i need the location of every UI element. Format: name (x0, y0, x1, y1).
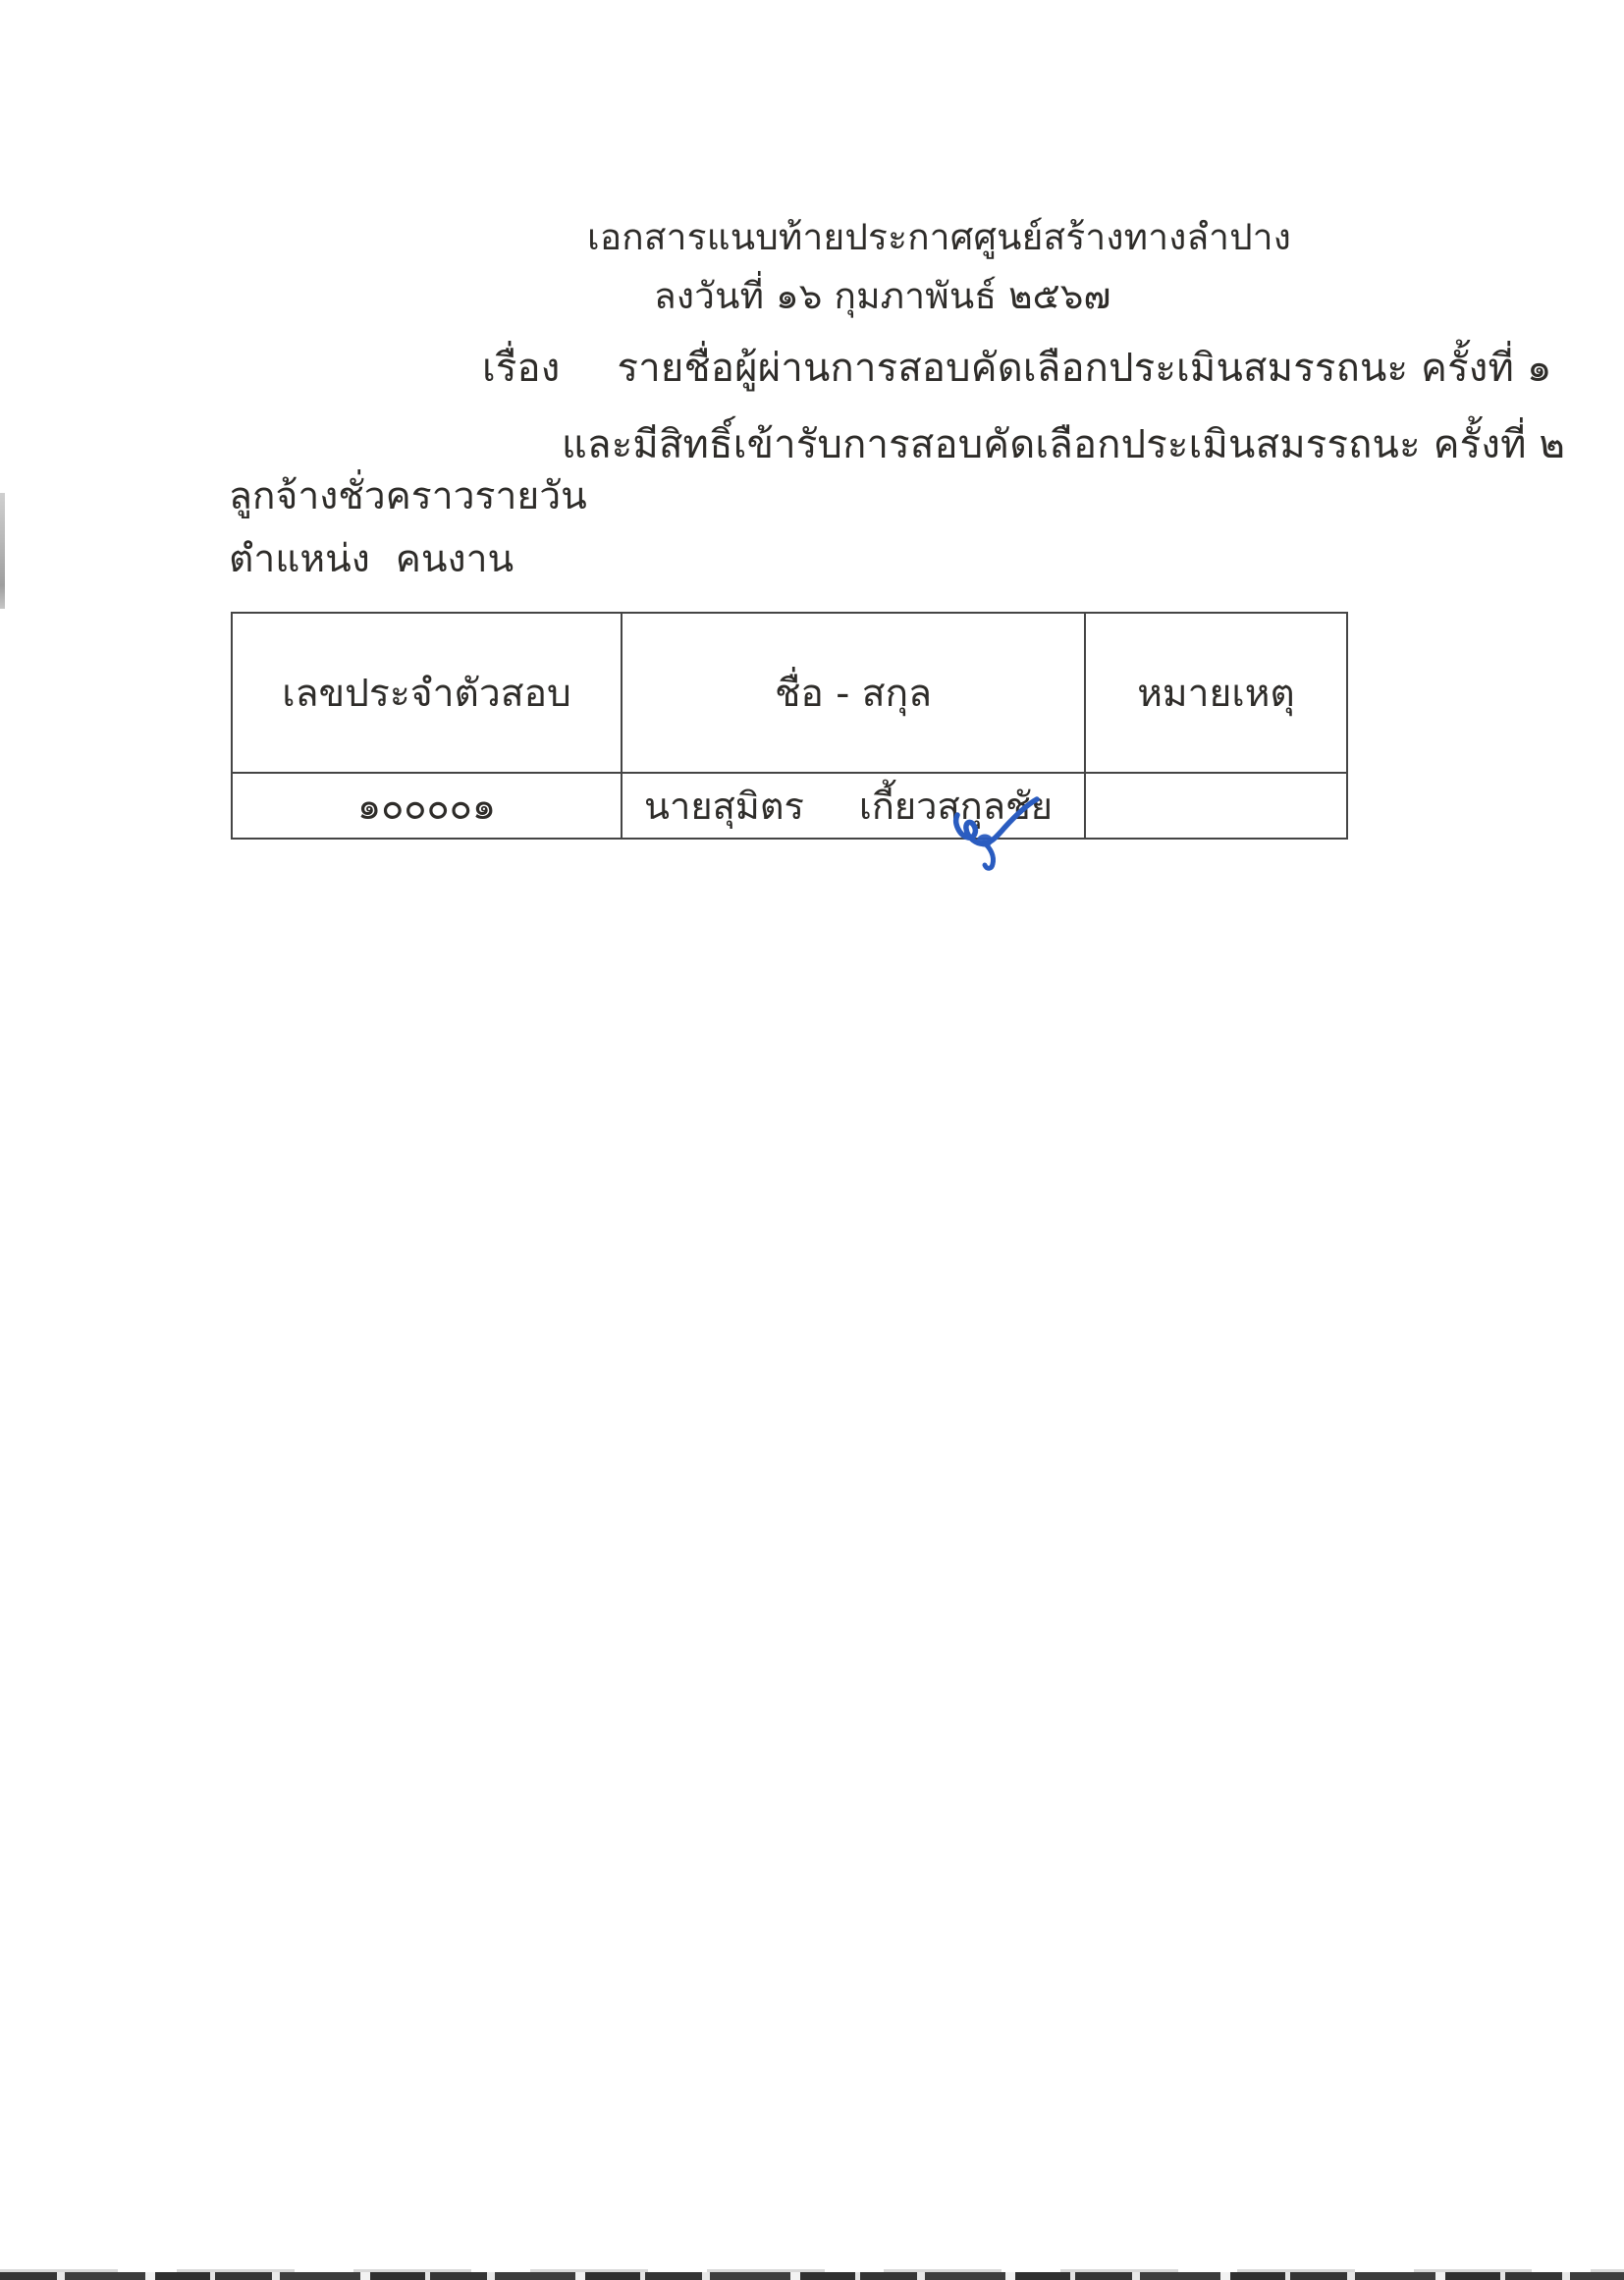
document-title-line: เอกสารแนบท้ายประกาศศูนย์สร้างทางลำปาง (587, 216, 1292, 258)
table-row-exam-id: ๑๐๐๐๐๑ (233, 774, 623, 838)
employment-type-line: ลูกจ้างชั่วคราวรายวัน (229, 474, 587, 518)
signature-ink (941, 793, 1058, 887)
column-header-exam-id: เลขประจำตัวสอบ (233, 614, 623, 774)
candidate-last-name: เกี้ยวสกุลชัย (858, 785, 1054, 828)
subject-line (482, 336, 1552, 399)
subject-continuation-line: และมีสิทธิ์เข้ารับการสอบคัดเลือกประเมินสมรรถนะ ครั้งที่ ๒ (562, 422, 1566, 467)
table-row-remark (1086, 774, 1346, 838)
document-date-line: ลงวันที่ ๑๖ กุมภาพันธ์ ๒๕๖๗ (654, 275, 1111, 317)
subject-text: รายชื่อผู้ผ่านการสอบคัดเลือกประเมินสมรรถนะ ครั้งที่ ๑ (617, 346, 1552, 391)
candidate-first-name: นายสุมิตร (644, 785, 804, 828)
candidate-table (231, 612, 1348, 840)
column-header-name: ชื่อ - สกุล (623, 614, 1086, 774)
position-label: ตำแหน่ง (229, 537, 370, 581)
scanner-artifact-left-edge (0, 493, 5, 609)
position-value: คนงาน (395, 537, 514, 581)
scanner-artifact-bottom-edge (0, 2272, 1624, 2280)
position-line (229, 528, 514, 589)
column-header-remark: หมายเหตุ (1086, 614, 1346, 774)
subject-label: เรื่อง (482, 346, 561, 391)
